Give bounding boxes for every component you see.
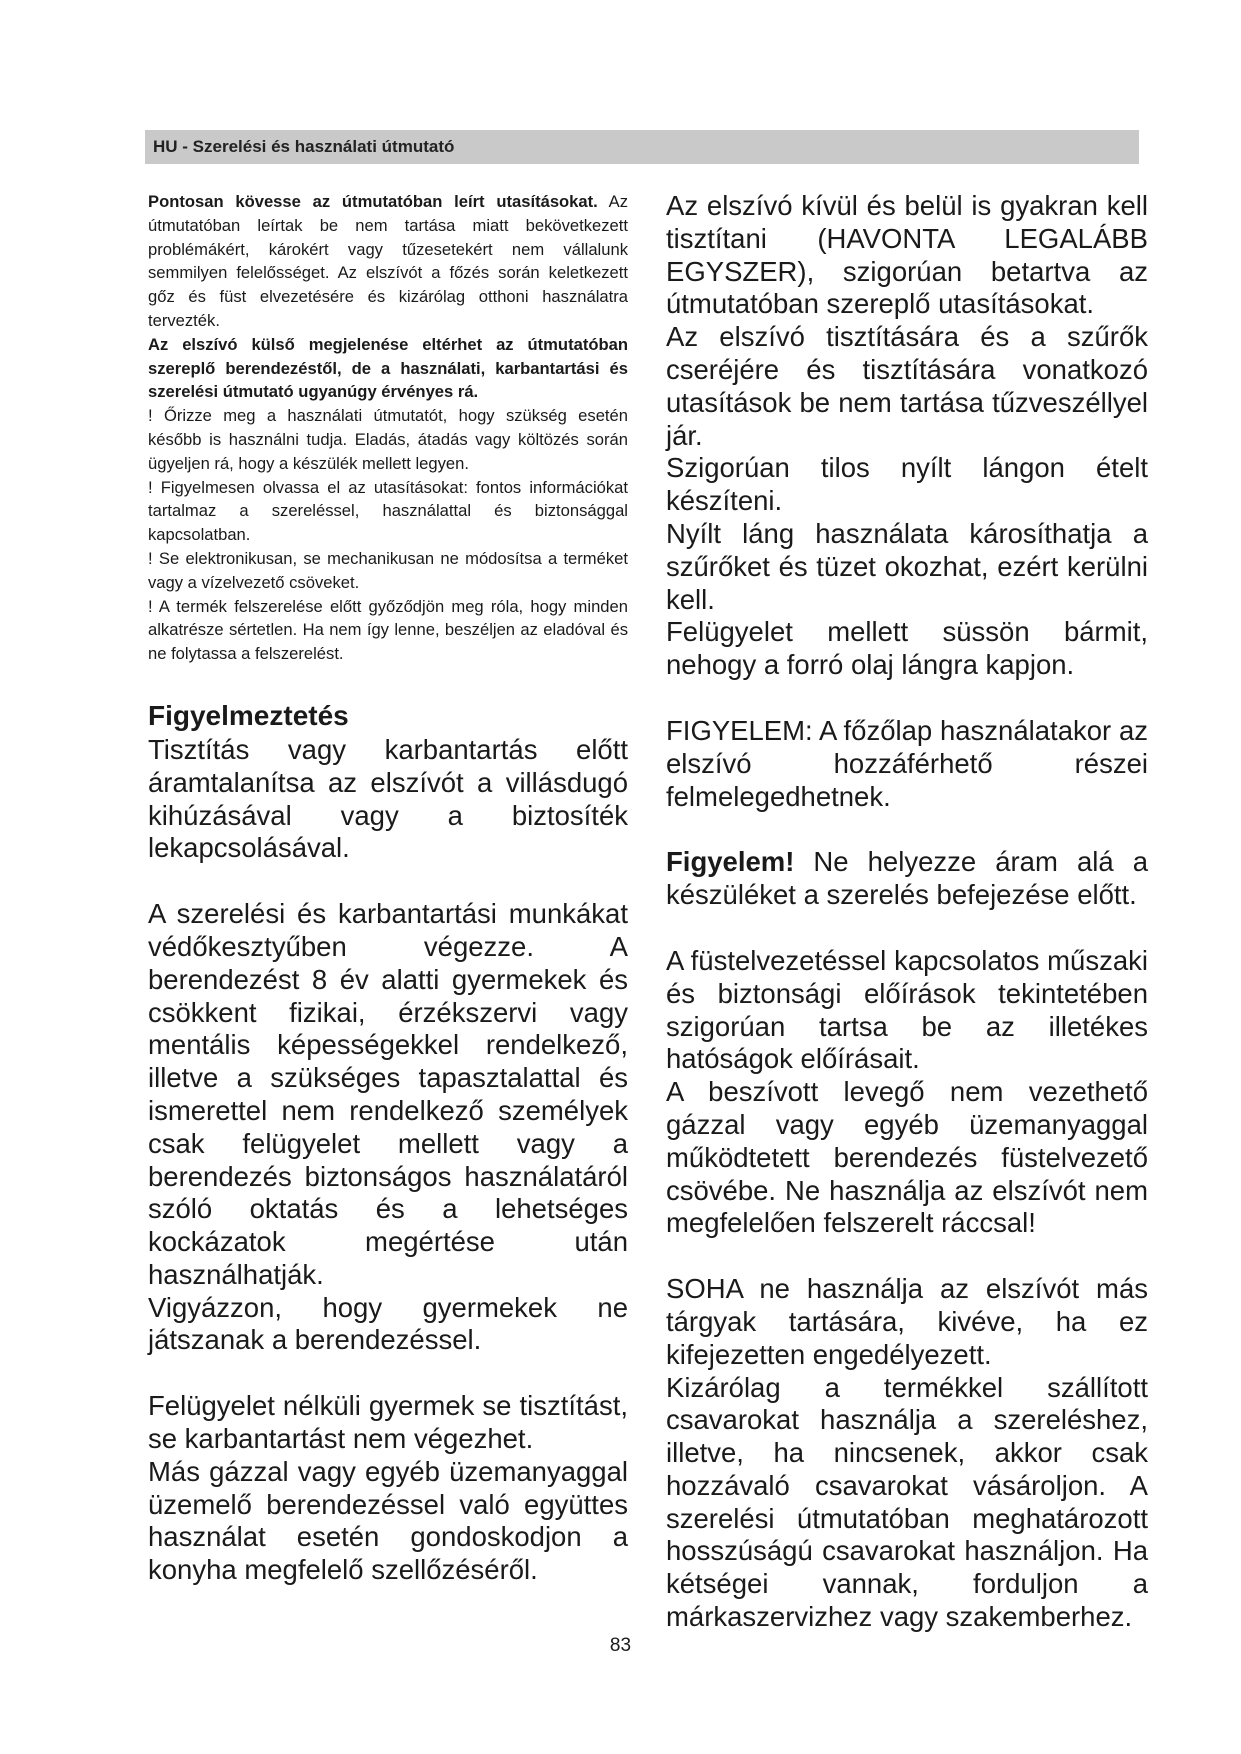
- bullet-no-modification: ! Se elektronikusan, se mechanikusan ne módosítsa a terméket vagy a vízelvezető csöveket.: [148, 548, 628, 592]
- ventilation-paragraph: Más gázzal vagy egyéb üzemanyaggal üzemelő berendezéssel való együttes használat esetén gondoskodjon a konyha megfelelő szellőzéséről.: [148, 1455, 628, 1586]
- warning-text: Tisztítás vagy karbantartás előtt áramtalanítsa az elszívót a villásdugó kihúzásával vagy a biztosíték lekapcsolásával.: [148, 733, 628, 864]
- supervision-paragraph: Felügyelet nélküli gyermek se tisztítást, se karbantartást nem végezhet.: [148, 1390, 628, 1455]
- intro-bold: Pontosan kövesse az útmutatóban leírt utasításokat.: [148, 192, 598, 211]
- section-header-title: HU - Szerelési és használati útmutató: [153, 137, 455, 156]
- caution-bold: Figyelem!: [666, 846, 795, 878]
- never-paragraph: SOHA ne használja az elszívót más tárgyak tartására, kivéve, ha ez kifejezetten engedélyezett.: [666, 1273, 1148, 1370]
- fire-paragraph: Az elszívó tisztítására és a szűrők cseréjére és tisztítására vonatkozó utasítások be nem tartása tűzveszéllyel jár.: [666, 321, 1148, 451]
- left-column: [148, 190, 628, 1587]
- caution-text: Ne helyezze áram alá a készüléket a szerelés befejezése előtt.: [666, 846, 1148, 911]
- right-column: [666, 190, 1148, 1634]
- fry-paragraph: Felügyelet mellett süssön bármit, nehogy a forró olaj lángra kapjon.: [666, 616, 1148, 681]
- regulations-paragraph: A füstelvezetéssel kapcsolatos műszaki és biztonsági előírások tekintetében szigorúan tartsa be az illetékes hatóságok előírásait.: [666, 944, 1148, 1075]
- exhaust-paragraph: A beszívott levegő nem vezethető gázzal vagy egyéb üzemanyaggal működtetett berendezés füstelvezető csövébe. Ne használja az elszívót nem megfelelően felszerelt ráccsal!: [666, 1076, 1148, 1239]
- intro-paragraph: [148, 190, 628, 333]
- caution-paragraph: [666, 846, 1148, 912]
- screws-paragraph: Kizárólag a termékkel szállított csavarokat használja a szereléshez, illetve, ha nincsenek, akkor csak hozzávaló csavarokat vásároljon. A szerelési útmutatóban meghatározott hosszúságú csavarokat használjon. Ha kétségei vannak, forduljon a márkaszervizhez vagy szakemberhez.: [666, 1371, 1148, 1633]
- bullet-read-instructions: ! Figyelmesen olvassa el az utasításokat: fontos információkat tartalmaz a szereléssel, használattal és biztonsággal kapcsolatban.: [148, 477, 628, 545]
- gloves-paragraph: A szerelési és karbantartási munkákat védőkesztyűben végezze. A berendezést 8 év alatti gyermekek és csökkent fizikai, érzékszervi vagy mentális képességekkel rendelkező, illetve a szükséges tapasztalattal és ismerettel nem rendelkező személyek csak felügyelet mellett vagy a berendezés biztonságos használatáról szóló oktatás és a lehetséges kockázatok megértése után használhatják.: [148, 898, 628, 1290]
- attention-paragraph: FIGYELEM: A főzőlap használatakor az elszívó hozzáférhető részei felmelegedhetnek.: [666, 714, 1148, 812]
- clean-paragraph: Az elszívó kívül és belül is gyakran kell tisztítani (HAVONTA LEGALÁBB EGYSZER), szigorúan betartva az útmutatóban szereplő utasításokat.: [666, 190, 1148, 320]
- bullet-check-parts: ! A termék felszerelése előtt győződjön meg róla, hogy minden alkatrésze sértetlen. Ha nem így lenne, beszéljen az eladóval és ne folytassa a felszerelést.: [148, 596, 628, 664]
- notice-bold: Az elszívó külső megjelenése eltérhet az útmutatóban szereplő berendezéstől, de a használati, karbantartási és szerelési útmutató ugyanúgy érvényes rá.: [148, 334, 628, 402]
- page-number: 83: [609, 1635, 632, 1656]
- children-paragraph: Vigyázzon, hogy gyermekek ne játszanak a berendezéssel.: [148, 1291, 628, 1356]
- section-header-bar: [145, 130, 1139, 164]
- intro-block: [148, 190, 628, 666]
- flame-paragraph: Szigorúan tilos nyílt lángon ételt készíteni.: [666, 452, 1148, 517]
- warning-block: [148, 698, 628, 1587]
- filters-paragraph: Nyílt láng használata károsíthatja a szűrőket és tüzet okozhat, ezért kerülni kell.: [666, 517, 1148, 615]
- intro-text: Az útmutatóban leírtak be nem tartása miatt bekövetkezett problémákért, károkért vagy tűzesetekért nem vállalunk semmilyen felelősséget. Az elszívót a főzés során keletkezett gőz és füst elvezetésére és kizárólag otthoni használatra tervezték.: [148, 192, 628, 330]
- warning-heading: Figyelmeztetés: [148, 699, 349, 731]
- notice-bold-paragraph: [148, 333, 628, 404]
- bullet-keep-manual: ! Őrizze meg a használati útmutatót, hogy szükség esetén később is használni tudja. Eladás, átadás vagy költözés során ügyeljen rá, hogy a készülék mellett legyen.: [148, 406, 628, 473]
